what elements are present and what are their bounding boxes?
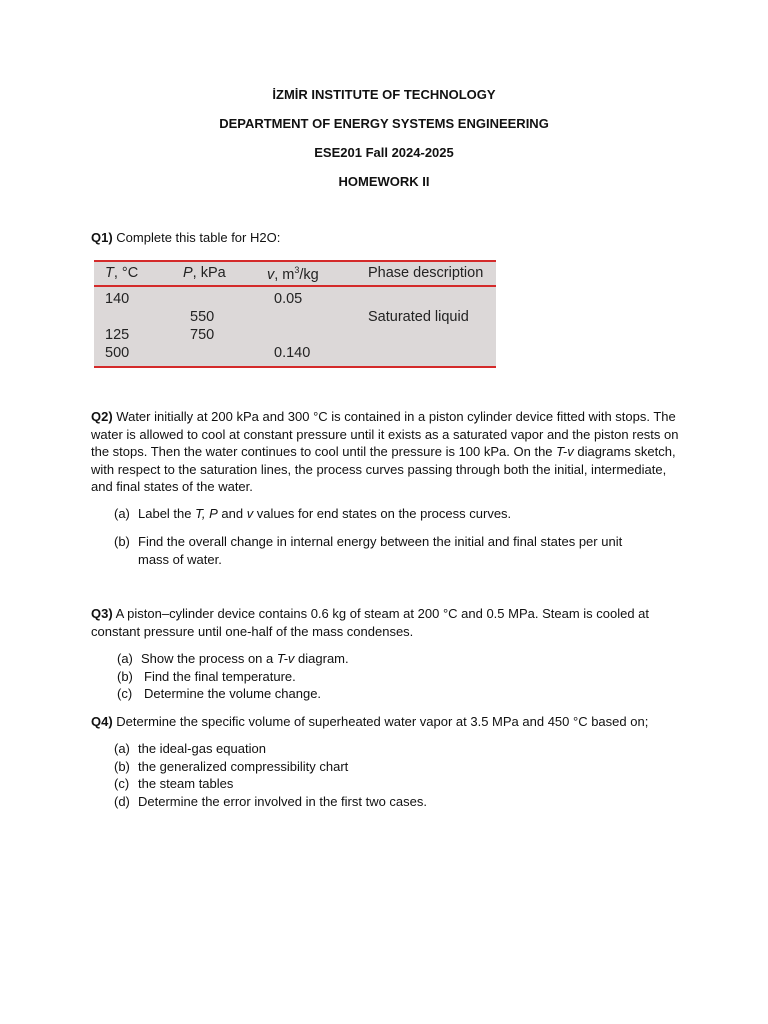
q3-prompt [91,605,681,640]
table-cell-t: 140 [105,291,130,307]
q4-item: (b) the generalized compressibility chart [114,759,349,774]
table-cell-v: 0.05 [274,291,303,307]
table-cell-t: 125 [105,327,130,343]
q2-text-a: Water initially at 200 kPa and 300 °C is contained in a piston cylinder device fitted with stops. The water is allowed to cool at constant pressure until it exists as a saturated vapor and the piston rests on the stops. Then the water continues to cool until the pressure is 100 kPa. On the [91,409,679,460]
q1-text: Complete this table for H2O: [116,230,281,245]
q4-prompt [91,713,681,731]
q2-text-b: diagrams sketch, with respect to the saturation lines, the process curves passing through both the initial, intermediate, and final states of the water. [91,444,676,495]
q1-prompt [91,229,681,247]
table-cell-p: 750 [190,327,215,343]
header-phase: Phase description [368,265,484,281]
q4-item: (a) the ideal-gas equation [114,741,266,756]
q2-item-a: (a) Label the T, P and v values for end states on the process curves. [114,506,512,521]
q3-item-a: (a) Show the process on a T-v diagram. [117,651,349,666]
q4-item: (c) the steam tables [114,776,234,791]
header-temperature: T, °C [105,265,139,281]
q1-label: Q1) [91,230,113,245]
header-specific-volume: v, $m^3/kg$ [267,265,319,283]
q3-label: Q3) [91,606,113,621]
q3-item-b: (b) Find the final temperature. [117,669,296,684]
q3-text: A piston–cylinder device contains 0.6 kg of steam at 200 °C and 0.5 MPa. Steam is cooled at constant pressure until one-half of the mass condenses. [91,606,650,639]
q2-label: Q2) [91,409,113,424]
department-title: DEPARTMENT OF ENERGY SYSTEMS ENGINEERING [219,116,549,131]
q4-label: Q4) [91,714,113,729]
q2-tv: T-v [556,444,574,460]
table-header-rule [94,285,496,287]
q4-text: Determine the specific volume of superheated water vapor at 3.5 MPa and 450 °C based on; [116,714,649,729]
table-cell-p: 550 [190,309,215,325]
q3-item-c: (c) Determine the volume change. [117,686,322,701]
table-cell-t: 500 [105,345,130,361]
institute-title: İZMİR INSTITUTE OF TECHNOLOGY [272,87,496,102]
q4-item: (d) Determine the error involved in the first two cases. [114,794,428,809]
q2-item-b: (b) Find the overall change in internal energy between the initial and final states per unit mass of water. [114,534,623,567]
course-title: ESE201 Fall 2024-2025 [314,145,454,160]
q2-prompt [91,408,681,496]
table-cell-v: 0.140 [274,345,311,361]
homework-title: HOMEWORK II [338,174,430,189]
header-pressure: P, kPa [183,265,226,281]
table-cell-phase: Saturated liquid [368,309,469,325]
q1-table [94,260,496,368]
